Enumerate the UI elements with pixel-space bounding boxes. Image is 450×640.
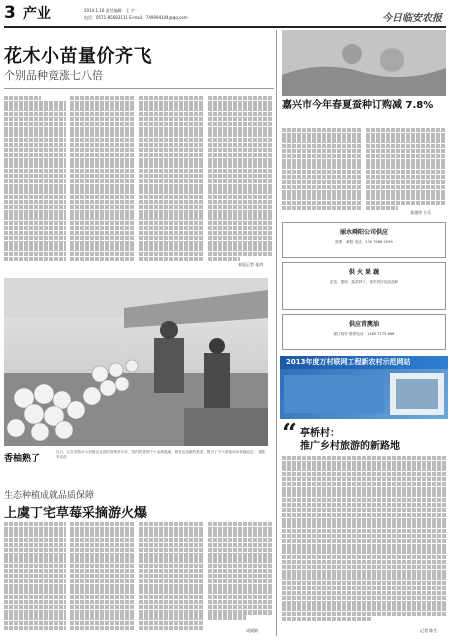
silkworm-photo	[282, 30, 446, 96]
header-rule	[4, 26, 446, 28]
ad-text: 花苗、果树、蔬菜种子，常年供应优质品种	[329, 280, 399, 284]
article1-headline: 花木小苗量价齐飞	[4, 46, 152, 67]
article4-headline: 推广乡村旅游的新路地	[300, 441, 400, 452]
article1-byline: 本报记者 张鸿	[238, 262, 264, 267]
banner-image	[280, 369, 448, 419]
divider	[4, 88, 274, 89]
ad-text: 浙江临安 联系电话：1385 7179 868	[333, 332, 395, 336]
market-photo	[4, 278, 268, 446]
article3-headline: 嘉兴市今年春夏蚕种订购减 7.8%	[282, 100, 434, 111]
article3-body-col2	[366, 128, 446, 214]
article2-byline: 成娟娟	[246, 628, 258, 633]
header-meta-line1: 2014.1.16 责任编辑：王 宇	[84, 8, 135, 13]
column-divider	[276, 30, 277, 636]
article2-body-col4	[208, 522, 272, 626]
page-number: 3	[4, 3, 16, 23]
article4-kicker: 亭桥村：	[300, 428, 340, 439]
ad-box-1	[282, 222, 446, 258]
ad-box-3	[282, 314, 446, 350]
article1-body-col2	[70, 96, 134, 266]
article2-headline: 上虞丁宅草莓采摘游火爆	[4, 506, 148, 521]
photo-credit: 摄影 李忠浩	[56, 450, 266, 459]
ad-title: 丽水舜阳公司供应	[339, 229, 388, 236]
ad-title: 供 火 果 蔬	[348, 269, 380, 276]
newspaper-logo: 今日临安农报	[382, 13, 442, 24]
article1-body-col4	[208, 96, 272, 266]
article4-byline: 记者 陈生	[420, 628, 438, 633]
article2-body-col2	[70, 522, 134, 634]
network-banner: 2013年度万村联网工程新农村示范网站	[280, 356, 448, 369]
article2-body-col3	[139, 522, 203, 634]
ad-title: 供应青麂油	[348, 321, 379, 328]
quote-icon: “	[282, 419, 297, 449]
article3-byline: 张建伟 方乐	[410, 210, 432, 215]
article1-body-col3	[139, 96, 203, 266]
article3-body-col1	[282, 128, 362, 214]
article1-body-col1	[4, 96, 66, 266]
article2-body-col1	[4, 522, 66, 634]
article4-body	[282, 456, 446, 632]
article2-kicker: 生态种植成就品质保障	[4, 491, 95, 501]
ad-text: 联系：黄阳 电话：139 7068 2099	[335, 240, 393, 244]
photo-caption: 近日，江苏常熟市大河镇农业园的香柚获丰收，园内的香柚个个金黄饱满，散发出清新的果香，吸引了不少游客前来采摘品尝。 摄影 李忠浩	[56, 450, 266, 459]
article1-subhead: 个别品种竟涨七八倍	[4, 69, 103, 82]
photo-caption-title: 香柚熟了	[4, 454, 41, 464]
section-title: 产业	[23, 6, 51, 22]
header-meta-line2: 电话：0571-85683111 E-mail：749094144@qq.com	[84, 15, 188, 20]
ad-box-2	[282, 262, 446, 310]
